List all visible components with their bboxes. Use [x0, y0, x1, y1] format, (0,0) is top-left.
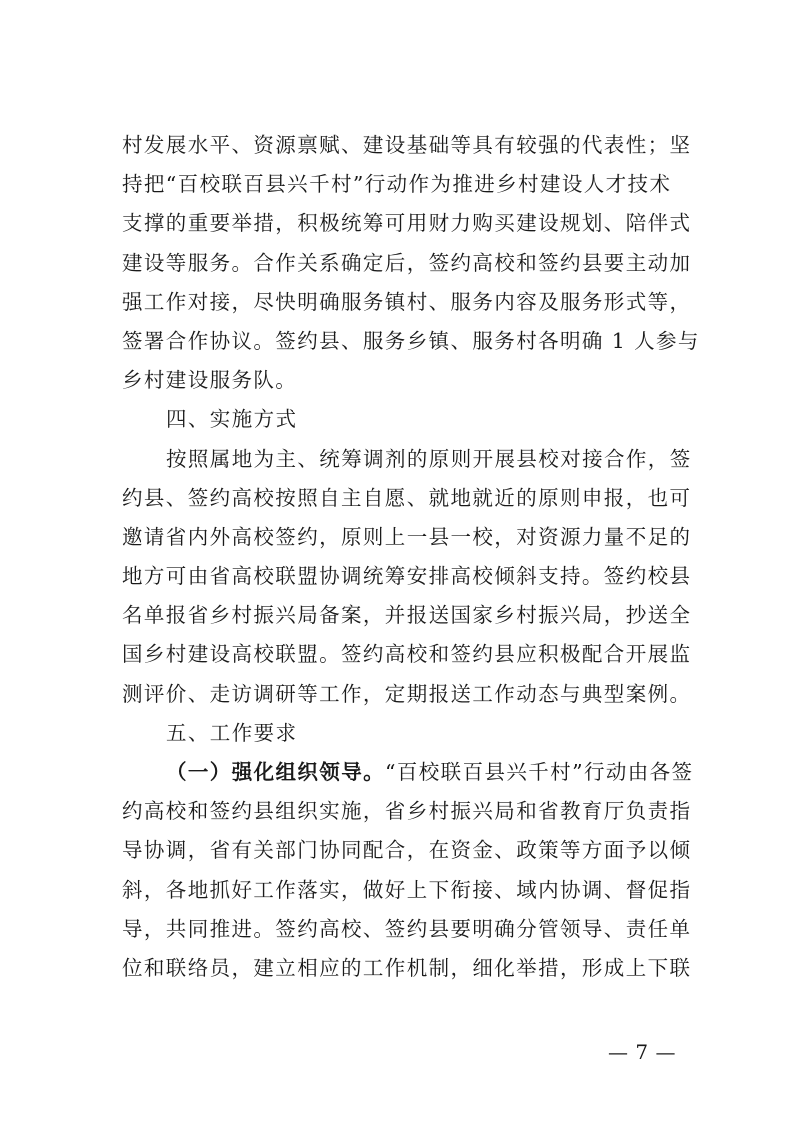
paragraph-line: 强工作对接，尽快明确服务镇村、服务内容及服务形式等， [122, 289, 692, 314]
subsection-title: （一）强化组织领导。 [166, 760, 385, 784]
page-number: — 7 — [608, 1040, 676, 1064]
paragraph-line: 乡村建设服务队。 [122, 368, 298, 393]
paragraph-line: 建设等服务。合作关系确定后，签约高校和签约县要主动加 [122, 250, 692, 275]
subsection-text: “百校联百县兴千村”行动由各签 [385, 760, 694, 784]
paragraph-line: 约县、签约高校按照自主自愿、就地就近的原则申报，也可 [122, 485, 692, 510]
paragraph-line: 支撑的重要举措，积极统筹可用财力购买建设规划、陪伴式 [122, 211, 692, 236]
paragraph-line: 导协调，省有关部门协同配合，在资金、政策等方面予以倾 [122, 838, 692, 863]
paragraph-line: 持把“百校联百县兴千村”行动作为推进乡村建设人才技术 [122, 172, 672, 197]
paragraph-line: 按照属地为主、统筹调剂的原则开展县校对接合作，签 [166, 446, 692, 471]
paragraph-line: 斜，各地抓好工作落实，做好上下衔接、域内协调、督促指 [122, 877, 692, 902]
paragraph-line: 村发展水平、资源禀赋、建设基础等具有较强的代表性；坚 [122, 133, 692, 157]
document-body [122, 126, 700, 988]
paragraph-line: 导，共同推进。签约高校、签约县要明确分管领导、责任单 [122, 916, 692, 941]
section-heading-implementation: 四、实施方式 [166, 407, 298, 432]
paragraph-line: 约高校和签约县组织实施，省乡村振兴局和省教育厅负责指 [122, 799, 692, 824]
paragraph-line: 国乡村建设高校联盟。签约高校和签约县应积极配合开展监 [122, 642, 692, 667]
paragraph-line: 签署合作协议。签约县、服务乡镇、服务村各明确 1 人参与 [122, 328, 700, 353]
paragraph-line: 测评价、走访调研等工作，定期报送工作动态与典型案例。 [122, 681, 692, 706]
subsection-first-line [122, 753, 694, 792]
paragraph-line: 位和联络员，建立相应的工作机制，细化举措，形成上下联 [122, 955, 692, 980]
paragraph-line: 地方可由省高校联盟协调统筹安排高校倾斜支持。签约校县 [122, 564, 692, 589]
paragraph-line: 邀请省内外高校签约，原则上一县一校，对资源力量不足的 [122, 524, 692, 549]
paragraph-line: 名单报省乡村振兴局备案，并报送国家乡村振兴局，抄送全 [122, 603, 692, 628]
section-heading-requirements: 五、工作要求 [166, 720, 298, 745]
